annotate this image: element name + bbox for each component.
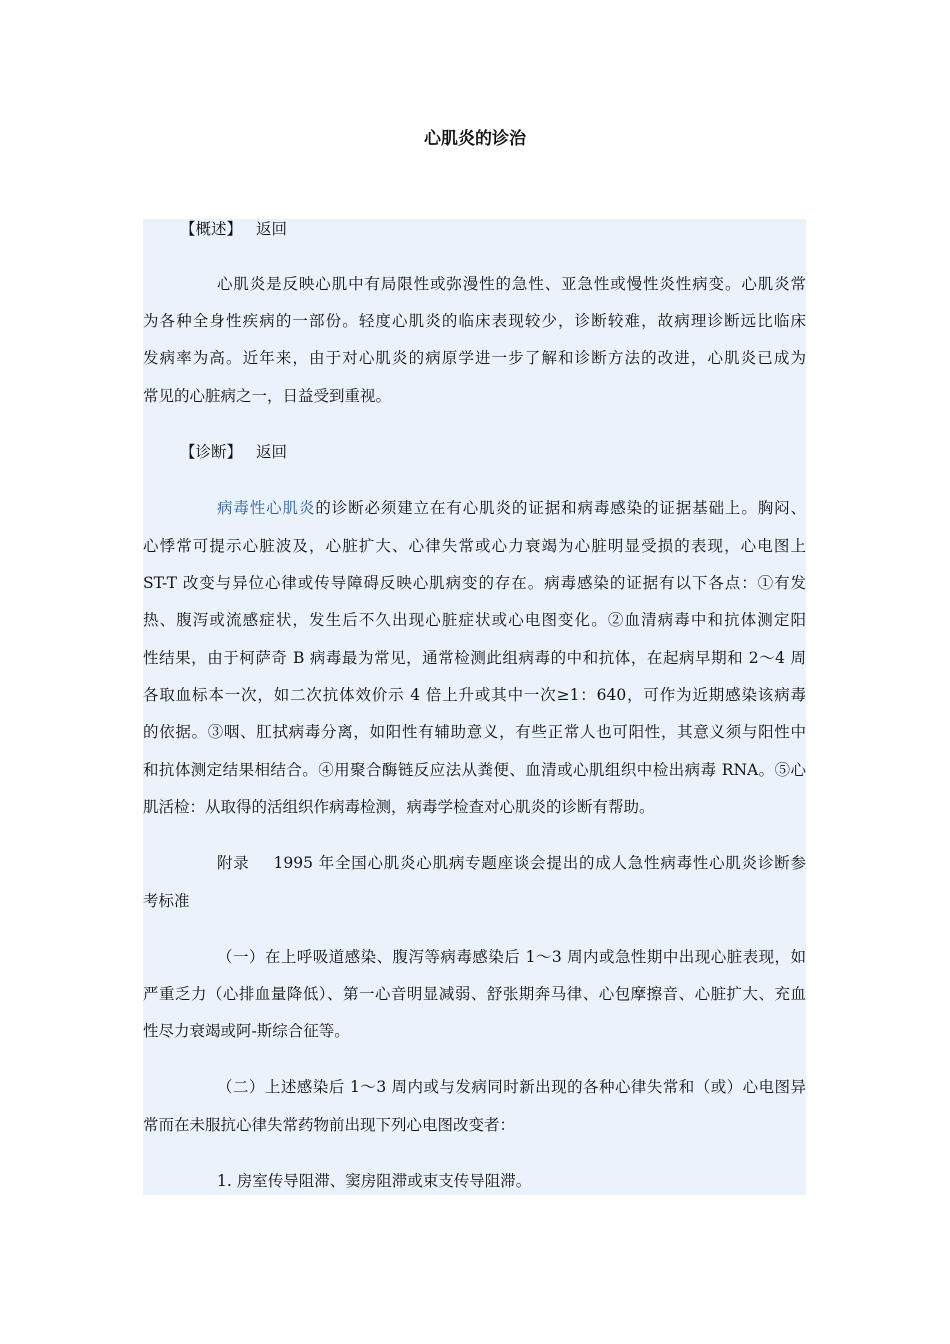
diagnosis-back-link[interactable]: 返回 bbox=[256, 443, 288, 461]
criteria-item1-line-3: 性尽力衰竭或阿-斯综合征等。 bbox=[143, 1022, 350, 1040]
diagnosis-line-7: 的依据。③咽、肛拭病毒分离，如阳性有辅助意义，有些正常人也可阳性，其意义须与阳性中 bbox=[143, 723, 806, 741]
appendix-line-2: 考标准 bbox=[143, 892, 190, 910]
criteria-item1-line-2: 严重乏力（心排血量降低）、第一心音明显减弱、舒张期奔马律、心包摩擦音、心脏扩大、充血 bbox=[143, 985, 806, 1003]
criteria-item2-line-2: 常而在未服抗心律失常药物前出现下列心电图改变者： bbox=[143, 1116, 516, 1134]
overview-line-2: 为各种全身性疾病的一部份。轻度心肌炎的临床表现较少，诊断较难，故病理诊断远比临床 bbox=[143, 312, 806, 330]
overview-line-4: 常见的心脏病之一，日益受到重视。 bbox=[143, 387, 392, 405]
overview-heading: 【概述】 bbox=[180, 220, 243, 238]
appendix-label: 附录 bbox=[217, 854, 250, 872]
overview-line-1: 心肌炎是反映心肌中有局限性或弥漫性的急性、亚急性或慢性炎性病变。心肌炎常 bbox=[217, 275, 806, 293]
diagnosis-line-5: 性结果，由于柯萨奇 B 病毒最为常见，通常检测此组病毒的中和抗体，在起病早期和 2～4 周 bbox=[143, 649, 806, 667]
criteria-item2-line-1: （二）上述感染后 1～3 周内或与发病同时新出现的各种心律失常和（或）心电图异 bbox=[217, 1078, 806, 1096]
overview-line-3: 发病率为高。近年来，由于对心肌炎的病原学进一步了解和诊断方法的改进，心肌炎已成为 bbox=[143, 349, 806, 367]
criteria-item1-line-1: （一）在上呼吸道感染、腹泻等病毒感染后 1～3 周内或急性期中出现心脏表现，如 bbox=[217, 948, 806, 966]
diagnosis-heading: 【诊断】 bbox=[180, 443, 243, 461]
diagnosis-line-2: 心悸常可提示心脏波及，心脏扩大、心律失常或心力衰竭为心脏明显受损的表现，心电图上 bbox=[143, 537, 806, 555]
diagnosis-line-1-text: 的诊断必须建立在有心肌炎的证据和病毒感染的证据基础上。胸闷、 bbox=[315, 499, 806, 517]
diagnosis-line-6: 各取血标本一次，如二次抗体效价示 4 倍上升或其中一次≥1：640，可作为近期感染该病毒 bbox=[143, 686, 806, 704]
diagnosis-line-1 bbox=[143, 498, 806, 519]
overview-heading-row bbox=[143, 219, 806, 240]
appendix-title: 1995 年全国心肌炎心肌病专题座谈会提出的成人急性病毒性心肌炎诊断参 bbox=[273, 854, 806, 872]
page-title: 心肌炎的诊治 bbox=[424, 129, 526, 149]
diagnosis-line-3: ST-T 改变与异位心律或传导障碍反映心肌病变的存在。病毒感染的证据有以下各点：①有发 bbox=[143, 574, 806, 592]
viral-myocarditis-link[interactable]: 病毒性心肌炎 bbox=[217, 499, 316, 517]
diagnosis-line-9: 肌活检：从取得的活组织作病毒检测，病毒学检查对心肌炎的诊断有帮助。 bbox=[143, 798, 655, 816]
diagnosis-line-8: 和抗体测定结果相结合。④用聚合酶链反应法从粪便、血清或心肌组织中检出病毒 RNA。⑤心 bbox=[143, 761, 806, 779]
appendix-line-1 bbox=[143, 853, 806, 874]
diagnosis-line-4: 热、腹泻或流感症状，发生后不久出现心脏症状或心电图变化。②血清病毒中和抗体测定阳 bbox=[143, 611, 806, 629]
overview-back-link[interactable]: 返回 bbox=[256, 220, 288, 238]
criteria-sub-item-1: 1. 房室传导阻滞、窦房阻滞或束支传导阻滞。 bbox=[217, 1172, 532, 1190]
diagnosis-heading-row bbox=[143, 442, 806, 463]
